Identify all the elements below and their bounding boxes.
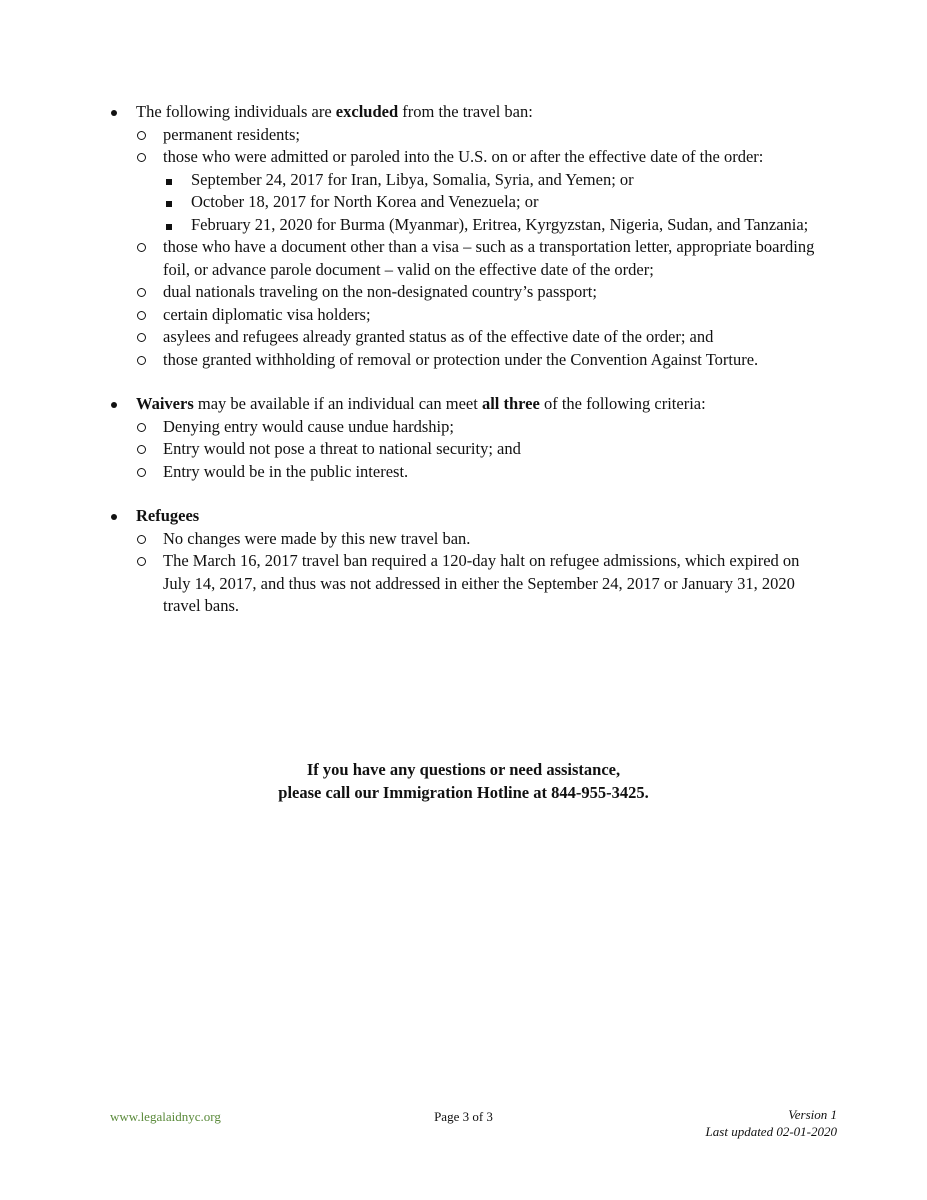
square-bullet-icon [166, 191, 172, 214]
bullet-item [107, 101, 827, 124]
list-item: dual nationals traveling on the non-designated country’s passport; [107, 281, 827, 304]
circle-bullet-icon [137, 281, 146, 305]
refugees-heading: Refugees [136, 506, 200, 525]
circle-bullet-icon [137, 349, 146, 373]
footer-website-link[interactable]: www.legalaidnyc.org [110, 1109, 221, 1124]
circle-bullet-icon [137, 528, 146, 552]
waivers-section [107, 393, 827, 483]
list-item: Entry would not pose a threat to national security; and [107, 438, 827, 461]
excluded-intro-end: from the travel ban: [398, 102, 533, 121]
list-item: No changes were made by this new travel ban. [107, 528, 827, 551]
list-item: those who have a document other than a visa – such as a transportation letter, appropriate boarding foil, or advance parole document – valid on the effective date of the order; [107, 236, 827, 281]
bullet-dot-icon [111, 505, 117, 528]
circle-bullet-icon [137, 416, 146, 440]
bullet-item [107, 505, 827, 528]
circle-bullet-icon [137, 550, 146, 574]
excluded-bold-text: excluded [335, 102, 399, 121]
footer-page-number: Page 3 of 3 [434, 1109, 493, 1124]
list-item: Denying entry would cause undue hardship; [107, 416, 827, 439]
circle-bullet-icon [137, 236, 146, 260]
circle-bullet-icon [137, 304, 146, 328]
list-item: permanent residents; [107, 124, 827, 147]
footer-version-info [706, 1106, 837, 1140]
sub-list-item: October 18, 2017 for North Korea and Venezuela; or [107, 191, 827, 214]
sub-list-item: September 24, 2017 for Iran, Libya, Somalia, Syria, and Yemen; or [107, 169, 827, 192]
list-item: The March 16, 2017 travel ban required a 120-day halt on refugee admissions, which expired on July 14, 2017, and thus was not addressed in either the September 24, 2017 or January 31, 2020 travel bans. [107, 550, 827, 618]
square-bullet-icon [166, 214, 172, 237]
bullet-dot-icon [111, 393, 117, 416]
circle-bullet-icon [137, 124, 146, 148]
circle-bullet-icon [137, 461, 146, 485]
list-item: those granted withholding of removal or protection under the Convention Against Torture. [107, 349, 827, 372]
list-item: certain diplomatic visa holders; [107, 304, 827, 327]
document-body [107, 101, 827, 640]
circle-bullet-icon [137, 146, 146, 170]
list-item: those who were admitted or paroled into the U.S. on or after the effective date of the order: [107, 146, 827, 169]
all-three-bold-text: all three [481, 394, 540, 413]
footer-last-updated: Last updated 02-01-2020 [705, 1124, 837, 1139]
closing-message [0, 759, 927, 804]
refugees-section [107, 505, 827, 618]
square-bullet-icon [166, 169, 172, 192]
closing-line-2: please call our Immigration Hotline at 844-955-3425. [278, 782, 649, 802]
closing-line-1: If you have any questions or need assistance, [306, 760, 621, 779]
list-item: Entry would be in the public interest. [107, 461, 827, 484]
bullet-dot-icon [111, 101, 117, 124]
excluded-section [107, 101, 827, 371]
footer-version: Version 1 [788, 1107, 837, 1122]
sub-list-item: February 21, 2020 for Burma (Myanmar), Eritrea, Kyrgyzstan, Nigeria, Sudan, and Tanzania; [107, 214, 827, 237]
excluded-intro-text: The following individuals are [136, 102, 336, 121]
waivers-bold-text: Waivers [136, 394, 194, 413]
circle-bullet-icon [137, 326, 146, 350]
bullet-item: Waivers may be available if an individual can meet all three of the following criteria: [107, 393, 827, 416]
list-item: asylees and refugees already granted status as of the effective date of the order; and [107, 326, 827, 349]
circle-bullet-icon [137, 438, 146, 462]
